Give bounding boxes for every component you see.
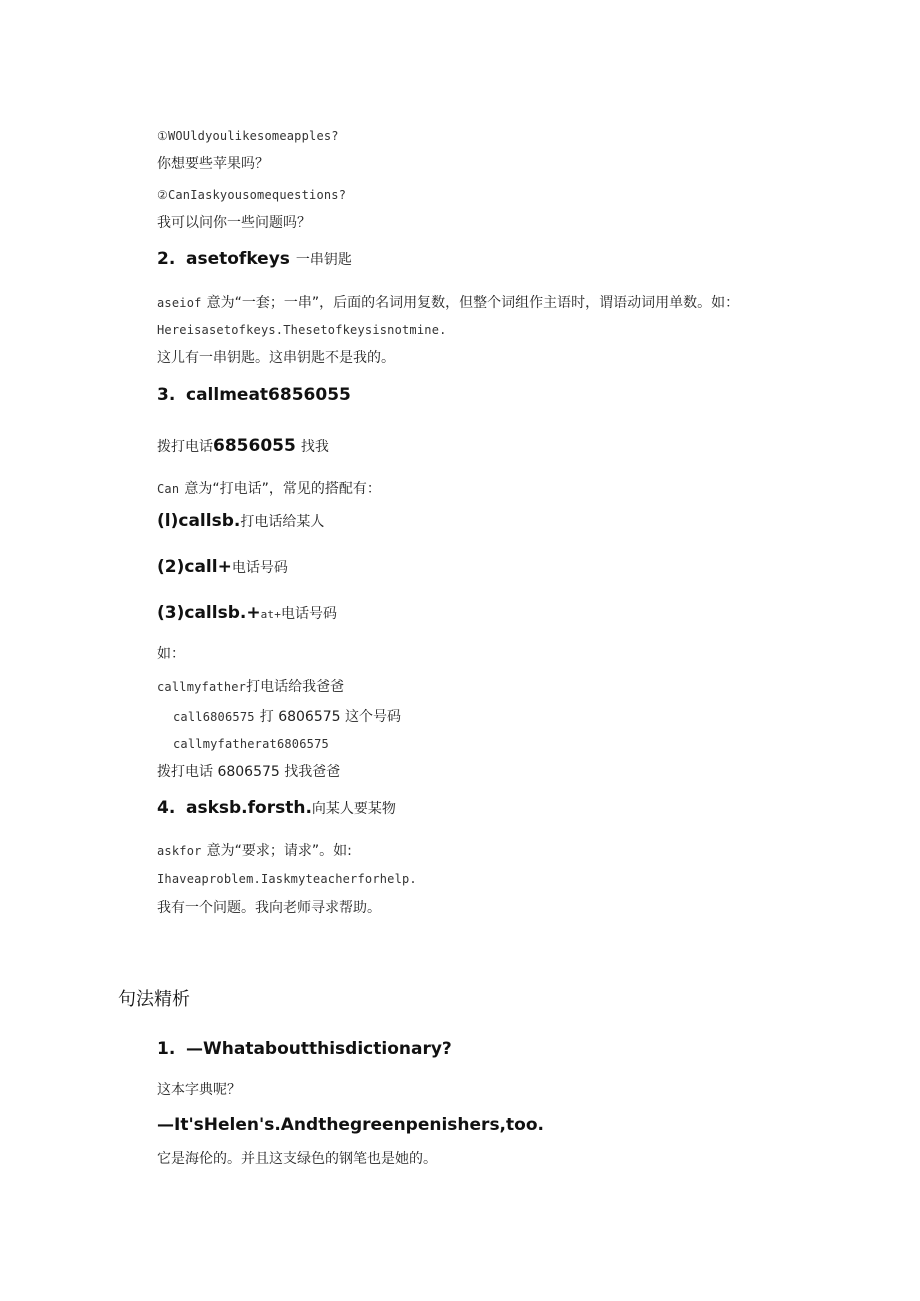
item-3-meaning-number: 6856055 (213, 436, 296, 456)
item-2-phrase: asetofkeys (186, 249, 290, 269)
item-4-number: 4. (157, 798, 176, 818)
collocation-3-english: (3)callsb.+ (157, 603, 261, 623)
item-3-meaning (157, 436, 329, 456)
syntax-1-answer-english: —It'sHelen's.Andthegreenpenishers,too. (157, 1115, 544, 1135)
call-example-3-chinese: 拨打电话 6806575 找我爸爸 (157, 764, 341, 780)
call-example-2-english: call6806575 (173, 710, 255, 724)
example-2-chinese: 我可以问你一些问题吗？ (157, 215, 311, 231)
call-example-1 (157, 676, 344, 696)
item-4-phrase: asksb.forsth. (186, 798, 312, 818)
item-3-note-text: 意为“打电话”，常见的搭配有： (184, 481, 381, 497)
item-2-heading (157, 249, 352, 269)
example-1-chinese: 你想要些苹果吗？ (157, 156, 269, 172)
call-example-1-english: callmyfather (157, 680, 247, 694)
item-4-note (157, 840, 352, 860)
syntax-1-heading (157, 1039, 452, 1059)
item-2-meaning: 一串钥匙 (295, 252, 352, 268)
item-3-number: 3. (157, 385, 176, 405)
item-3-note-term: Can (157, 482, 180, 496)
example-1-english: ①WOUldyoulikesomeapples? (157, 129, 339, 143)
call-example-3-english: callmyfatherat6806575 (173, 737, 329, 751)
call-example-2-chinese: 打 6806575 这个号码 (259, 709, 402, 725)
item-2-example-english: Hereisasetofkeys.Thesetofkeysisnotmine. (157, 323, 447, 337)
syntax-1-answer-chinese: 它是海伦的。并且这支绿色的钢笔也是她的。 (157, 1151, 437, 1167)
collocation-3-at: at+ (260, 608, 282, 621)
syntax-1-question-english: —Whataboutthisdictionary? (186, 1039, 452, 1059)
item-4-note-term: askfor (157, 844, 202, 858)
item-2-example-chinese: 这儿有一串钥匙。这串钥匙不是我的。 (157, 350, 395, 366)
collocation-3 (157, 603, 337, 623)
collocation-2-english: (2)call+ (157, 557, 232, 577)
syntax-1-number: 1. (157, 1039, 176, 1059)
item-3-note (157, 478, 381, 498)
example-intro: 如： (157, 646, 185, 662)
syntax-1-question-chinese: 这本字典呢？ (157, 1082, 241, 1098)
item-2-note-term: aseiof (157, 296, 202, 310)
collocation-1-english: (l)callsb. (157, 511, 241, 531)
collocation-1 (157, 511, 324, 531)
item-2-number: 2. (157, 249, 176, 269)
item-3-phrase: callmeat6856055 (186, 385, 351, 405)
item-4-meaning: 向某人要某物 (311, 801, 396, 817)
item-3-meaning-b: 找我 (300, 439, 329, 455)
item-2-note-text: 意为“一套；一串”，后面的名词用复数，但整个词组作主语时，谓语动词用单数。如： (206, 295, 740, 311)
call-example-2 (173, 706, 401, 726)
item-3-heading (157, 385, 351, 405)
call-example-1-chinese: 打电话给我爸爸 (246, 679, 345, 695)
collocation-3-chinese: 电话号码 (281, 606, 338, 622)
item-3-meaning-a: 拨打电话 (157, 439, 213, 455)
item-2-note (157, 292, 739, 312)
collocation-1-chinese: 打电话给某人 (240, 514, 325, 530)
item-4-example-chinese: 我有一个问题。我向老师寻求帮助。 (157, 900, 381, 916)
item-4-heading (157, 798, 396, 818)
collocation-2 (157, 557, 288, 577)
collocation-2-chinese: 电话号码 (231, 560, 288, 576)
item-4-example-english: Ihaveaproblem.Iaskmyteacherforhelp. (157, 872, 417, 886)
example-2-english: ②CanIaskyousomequestions? (157, 188, 347, 202)
item-4-note-text: 意为“要求；请求”。如: (206, 843, 352, 859)
section-title: 句法精析 (118, 989, 190, 1010)
